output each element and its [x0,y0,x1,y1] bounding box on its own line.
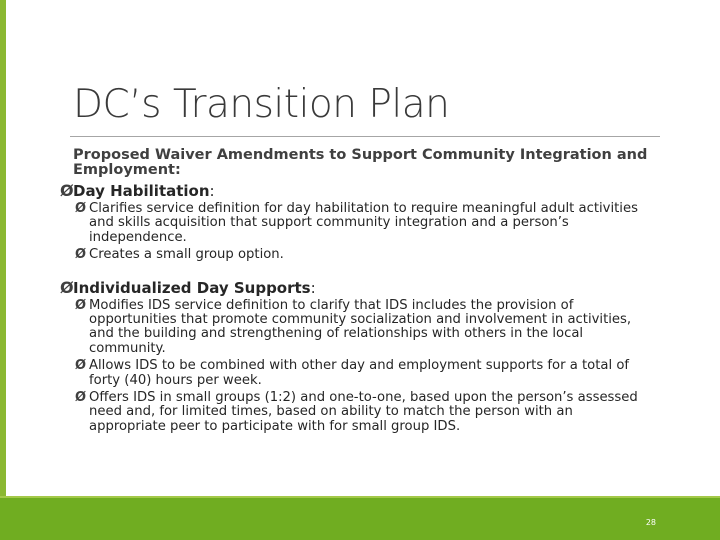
title-divider [70,136,660,137]
list-item [75,248,653,262]
footer-highlight [0,496,720,498]
section-day-habilitation [60,182,653,200]
arrow-bullet-icon: Ø [75,390,87,406]
bullet-list [75,202,653,263]
arrow-bullet-icon: Ø [75,297,87,313]
list-item [75,202,653,245]
section-label: Day Habilitation [73,182,210,200]
section-suffix: : [310,278,316,297]
section-individualized-day-supports [60,279,653,297]
slide-title: DC’s Transition Plan [73,82,450,127]
arrow-bullet-icon: Ø [60,181,74,200]
list-item-text: Modifies IDS service definition to clarify that IDS includes the provision of opportunities that promote community socialization and involvement in activities, and the building and strengthening of relationships with others in the local community. [89,297,632,356]
list-item [75,359,653,388]
section-suffix: : [209,182,215,200]
arrow-bullet-icon: Ø [75,201,87,216]
slide-content [60,147,653,437]
page-number: 28 [645,518,656,527]
section-label: Individualized Day Supports [73,278,311,297]
arrow-bullet-icon: Ø [60,277,74,297]
list-item [75,299,653,357]
list-item-text: Creates a small group option. [89,247,284,263]
arrow-bullet-icon: Ø [75,358,87,374]
arrow-bullet-icon: Ø [75,247,87,263]
footer-bar [0,498,720,540]
list-item-text: Allows IDS to be combined with other day and employment supports for a total of forty (40) hours per week. [89,358,630,388]
accent-bar [0,0,6,540]
list-item [75,391,653,434]
list-item-text: Offers IDS in small groups (1:2) and one-to-one, based upon the person’s assessed need and, for limited times, based on ability to match the person with an appropriate peer to participate with for small group IDS. [89,390,638,434]
slide-heading: Proposed Waiver Amendments to Support Community Integration and Employment: [73,147,648,178]
bullet-list [75,299,653,435]
list-item-text: Clarifies service definition for day habilitation to require meaningful adult activities and skills acquisition that support community integration and a person’s independence. [89,201,638,245]
